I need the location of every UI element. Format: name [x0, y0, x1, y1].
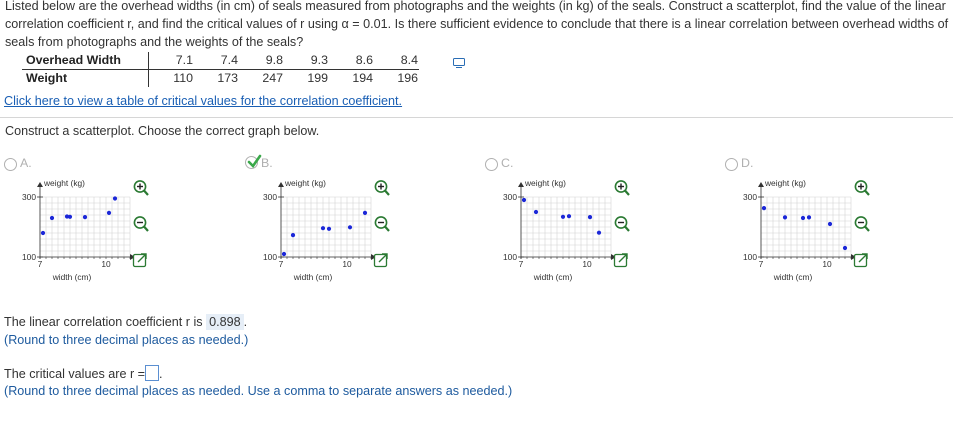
data-point	[83, 215, 87, 219]
y-axis-arrow	[37, 182, 43, 187]
x-tick-label: 7	[37, 259, 43, 269]
critical-values-link[interactable]: Click here to view a table of critical values for the correlation coefficient.	[4, 94, 403, 108]
critical-label: The critical values are r =	[4, 367, 146, 381]
table-cell: 247	[262, 71, 283, 85]
x-axis-label: width (cm)	[773, 272, 813, 282]
option-a[interactable]	[4, 155, 239, 285]
data-point	[567, 214, 571, 218]
data-point	[327, 227, 331, 231]
radio-button[interactable]	[4, 158, 17, 171]
option-d[interactable]	[725, 155, 953, 285]
table-cell: 9.8	[239, 52, 284, 70]
table-cell: 9.3	[284, 52, 329, 70]
data-point	[113, 196, 117, 200]
y-tick-label: 300	[503, 192, 517, 202]
data-point	[107, 211, 111, 215]
expand-icon[interactable]	[373, 251, 391, 269]
option-letter: B.	[261, 156, 273, 170]
option-letter: D.	[741, 156, 754, 170]
data-point	[41, 231, 45, 235]
radio-button[interactable]	[485, 158, 498, 171]
divider	[0, 117, 953, 118]
expand-icon[interactable]	[613, 251, 631, 269]
scatterplot	[8, 177, 133, 287]
table-cell: 8.4	[374, 52, 419, 70]
question-text: Listed below are the overhead widths (in cm) of seals measured from photographs and the weights (in kg) of the seals. Construct a scatterplot, find the value of the linear correlation coefficient r, and find the critical values of r using α = 0.01. Is there sufficient evidence to conclude that there is a linear correlation between overhead widths of seals from photographs and the weights of the seals?	[5, 0, 949, 49]
data-point	[68, 215, 72, 219]
data-table	[22, 52, 419, 87]
data-point	[291, 233, 295, 237]
y-axis-label: weight (kg)	[44, 178, 85, 188]
y-axis-arrow	[278, 182, 284, 187]
data-point	[282, 252, 286, 256]
table-cell: 110	[173, 71, 193, 85]
option-letter: A.	[20, 156, 32, 170]
y-tick-label: 100	[263, 252, 277, 262]
y-tick-label: 100	[503, 252, 517, 262]
x-axis-label: width (cm)	[293, 272, 333, 282]
zoom-out-icon[interactable]	[613, 215, 631, 233]
zoom-out-icon[interactable]	[132, 215, 150, 233]
table-cell: 8.6	[329, 52, 374, 70]
data-point	[534, 210, 538, 214]
x-tick-label: 7	[278, 259, 284, 269]
x-tick-label: 10	[342, 259, 352, 269]
data-point	[522, 198, 526, 202]
option-letter: C.	[501, 156, 514, 170]
critical-hint: (Round to three decimal places as needed. Use a comma to separate answers as needed.)	[4, 384, 513, 398]
y-tick-label: 300	[743, 192, 757, 202]
data-point	[321, 226, 325, 230]
table-cell: 173	[217, 71, 238, 85]
table-cell: 199	[307, 71, 328, 85]
zoom-in-icon[interactable]	[373, 179, 391, 197]
radio-button[interactable]	[725, 158, 738, 171]
zoom-out-icon[interactable]	[853, 215, 871, 233]
scatterplot	[489, 177, 614, 287]
data-point	[807, 215, 811, 219]
y-axis-label: weight (kg)	[285, 178, 326, 188]
scatterplot	[729, 177, 854, 287]
x-tick-label: 7	[518, 259, 524, 269]
critical-row: The critical values are r = .	[4, 367, 163, 381]
table-cell: 194	[352, 71, 373, 85]
correlation-label: The linear correlation coefficient r is	[4, 315, 203, 329]
option-b[interactable]	[245, 155, 480, 285]
y-axis-label: weight (kg)	[765, 178, 806, 188]
x-tick-label: 7	[758, 259, 764, 269]
row-label-width: Overhead Width	[22, 52, 149, 70]
data-point	[363, 211, 367, 215]
expand-icon[interactable]	[853, 251, 871, 269]
y-axis-label: weight (kg)	[525, 178, 566, 188]
y-axis-arrow	[758, 182, 764, 187]
zoom-in-icon[interactable]	[613, 179, 631, 197]
table-cell: 7.1	[149, 52, 195, 70]
correlation-hint: (Round to three decimal places as needed.)	[4, 333, 249, 347]
option-c[interactable]	[485, 155, 720, 285]
zoom-in-icon[interactable]	[853, 179, 871, 197]
prompt-text: Construct a scatterplot. Choose the correct graph below.	[5, 124, 320, 138]
data-point	[597, 231, 601, 235]
x-axis-label: width (cm)	[52, 272, 92, 282]
data-point	[828, 222, 832, 226]
data-point	[843, 246, 847, 250]
y-tick-label: 300	[22, 192, 36, 202]
x-tick-label: 10	[101, 259, 111, 269]
data-point	[762, 206, 766, 210]
data-point	[561, 215, 565, 219]
table-cell: 7.4	[194, 52, 239, 70]
expand-icon[interactable]	[132, 251, 150, 269]
x-tick-label: 10	[822, 259, 832, 269]
data-point	[588, 215, 592, 219]
data-point	[50, 216, 54, 220]
x-tick-label: 10	[582, 259, 592, 269]
x-axis-label: width (cm)	[533, 272, 573, 282]
y-tick-label: 300	[263, 192, 277, 202]
copy-data-icon[interactable]	[453, 58, 465, 68]
table-row	[22, 70, 419, 88]
data-point	[801, 216, 805, 220]
row-label-weight: Weight	[22, 70, 149, 88]
correlation-row: The linear correlation coefficient r is 0.898 .	[4, 315, 248, 329]
table-cell: 196	[397, 71, 418, 85]
table-row	[22, 52, 419, 70]
y-axis-arrow	[518, 182, 524, 187]
zoom-out-icon[interactable]	[373, 215, 391, 233]
data-point	[783, 215, 787, 219]
correlation-answer[interactable]: 0.898	[206, 314, 244, 330]
data-point	[348, 225, 352, 229]
scatterplot	[249, 177, 374, 287]
y-tick-label: 100	[743, 252, 757, 262]
y-tick-label: 100	[22, 252, 36, 262]
zoom-in-icon[interactable]	[132, 179, 150, 197]
critical-values-input[interactable]	[145, 365, 159, 381]
